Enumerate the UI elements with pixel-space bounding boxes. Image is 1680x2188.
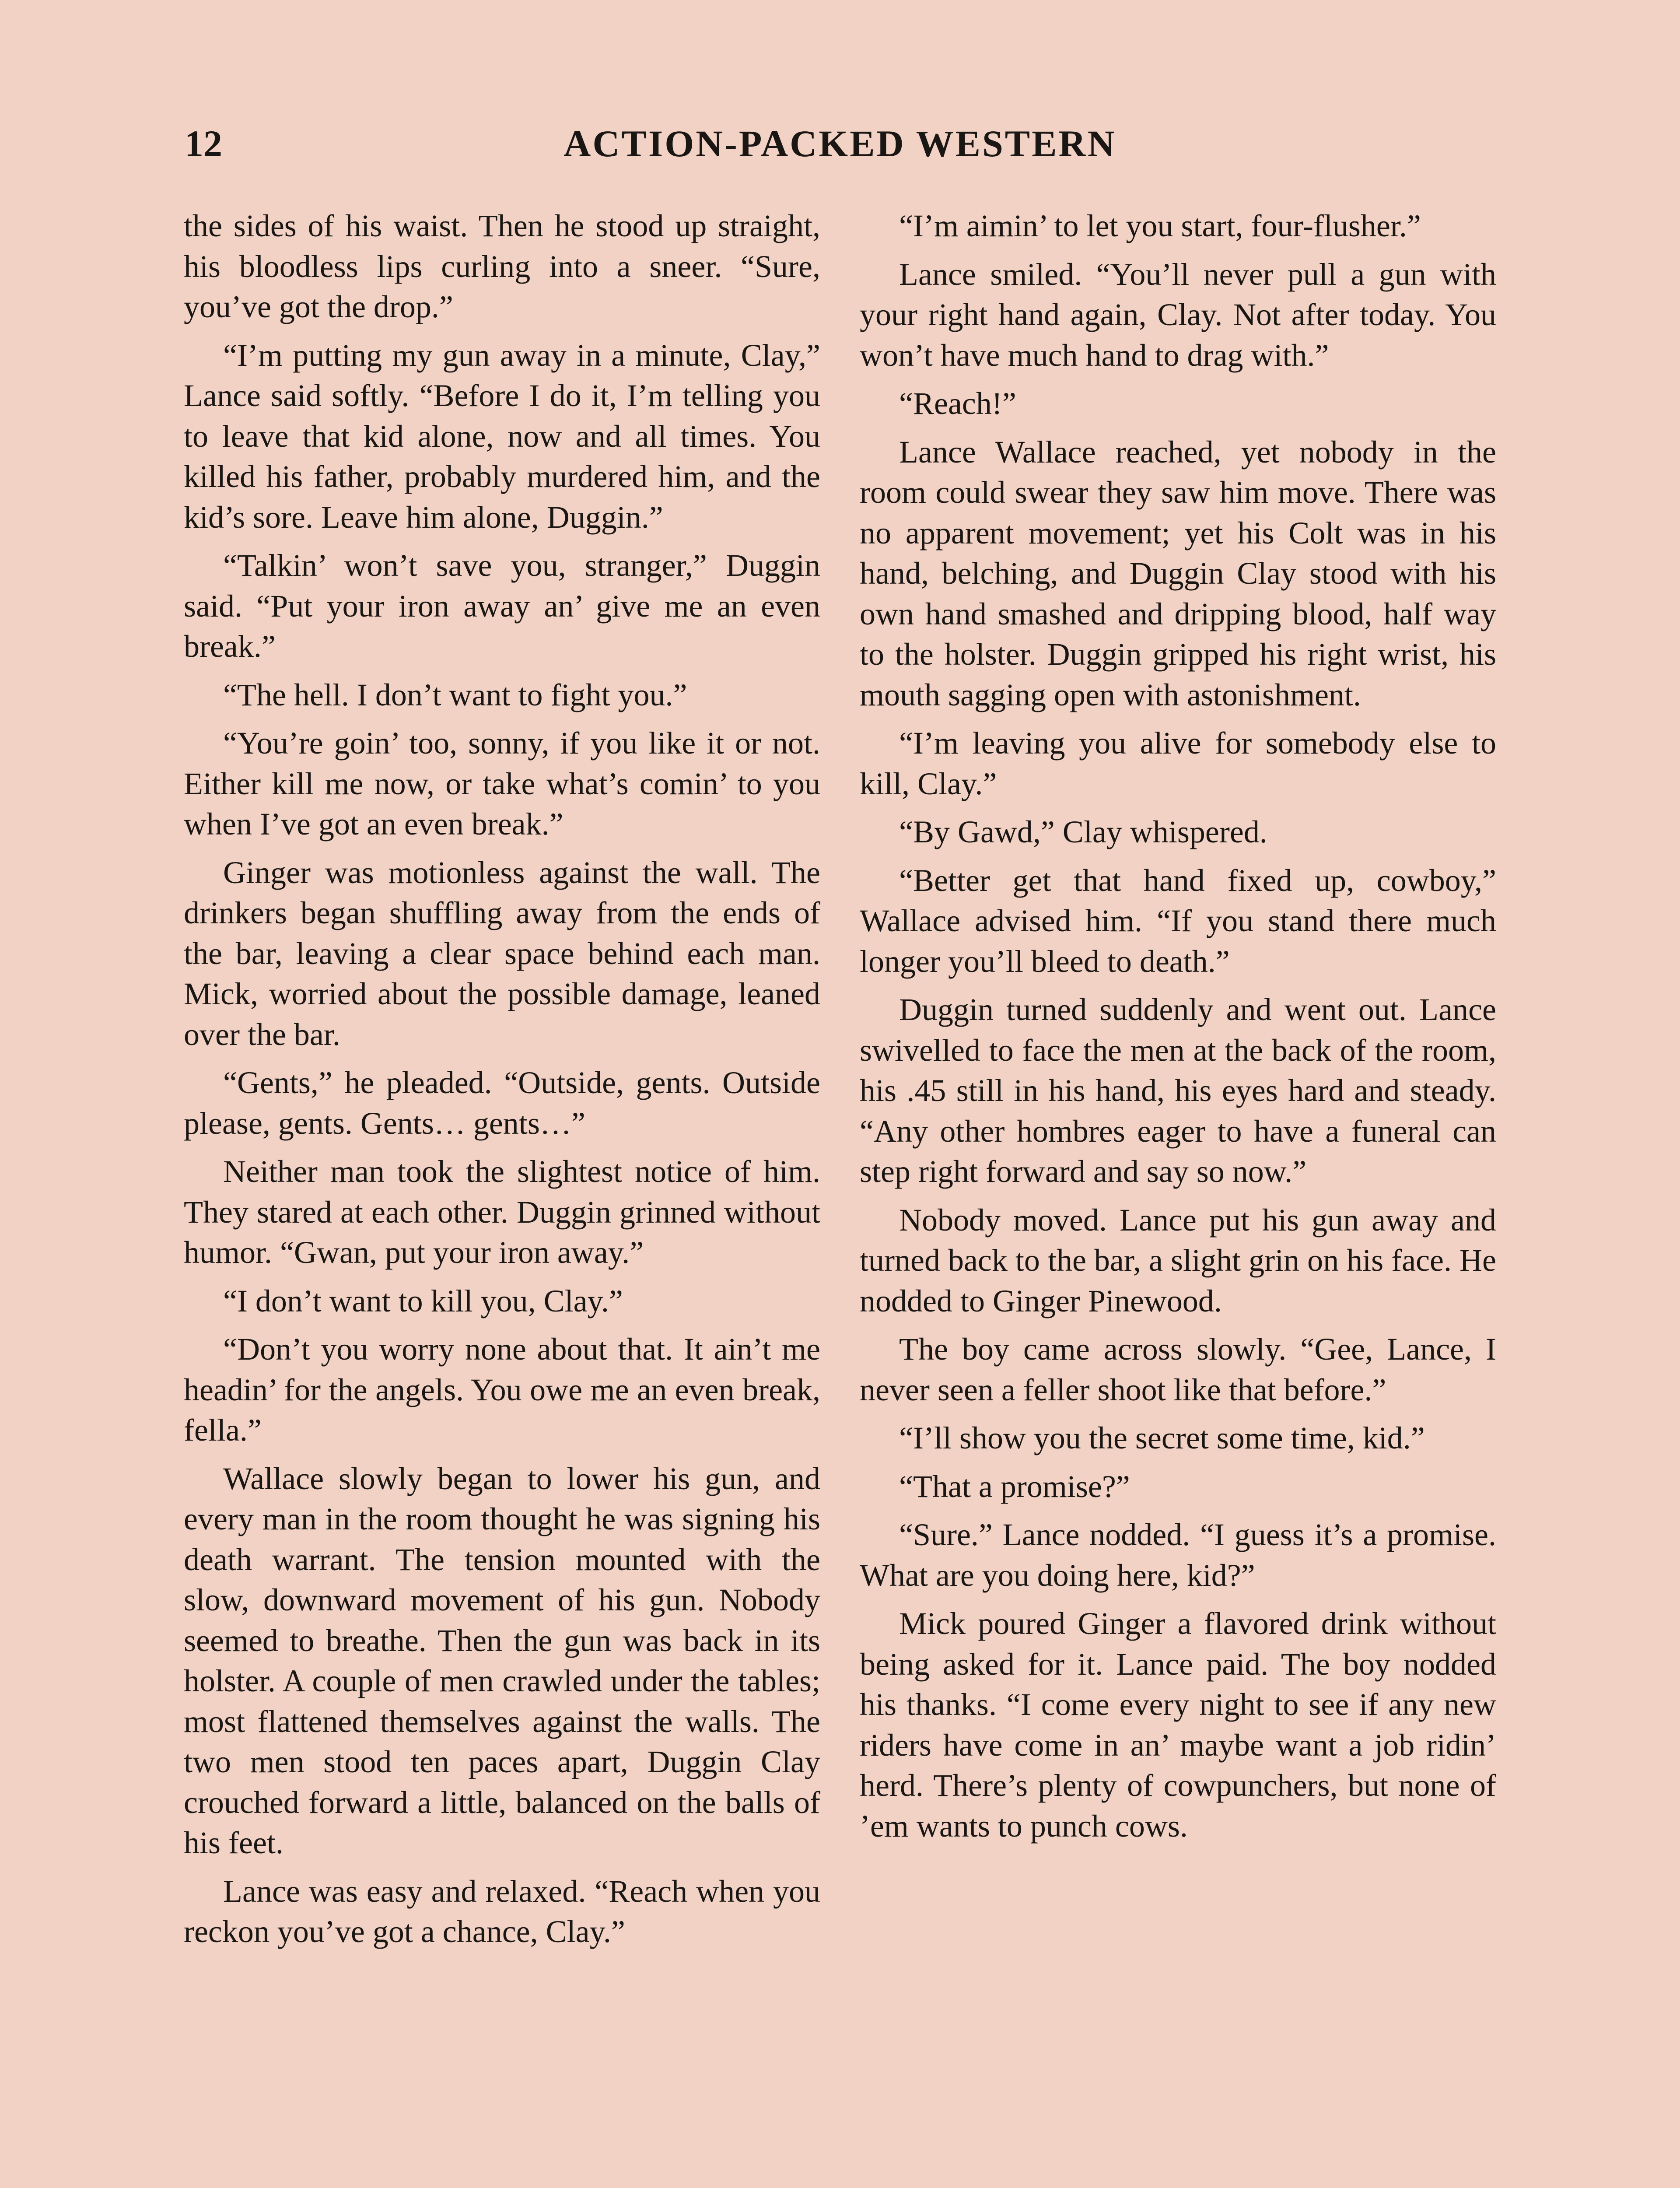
paragraph: “I’m aimin’ to let you start, four-flusher.” xyxy=(899,208,1421,243)
paragraph: “You’re goin’ too, sonny, if you like it or not. Either kill me now, or take what’s comin’ to you when I’ve got an even break.” xyxy=(184,726,820,842)
paragraph: Neither man took the slightest notice of him. They stared at each other. Duggin grinned without humor. “Gwan, put your iron away.” xyxy=(184,1154,820,1270)
paragraph: “Sure.” Lance nodded. “I guess it’s a promise. What are you doing here, kid?” xyxy=(860,1517,1496,1593)
paragraph: Lance smiled. “You’ll never pull a gun with your right hand again, Clay. Not after today. You won’t have much hand to drag with.” xyxy=(860,256,1496,373)
paragraph: “I’m leaving you alive for somebody else to kill, Clay.” xyxy=(860,726,1496,801)
left-column xyxy=(184,206,820,1960)
paragraph: “Reach!” xyxy=(899,386,1016,421)
paragraph: Nobody moved. Lance put his gun away and turned back to the bar, a slight grin on his face. He nodded to Ginger Pinewood. xyxy=(860,1202,1496,1318)
paragraph: “Gents,” he pleaded. “Outside, gents. Outside please, gents. Gents… gents…” xyxy=(184,1065,820,1141)
paragraph: The boy came across slowly. “Gee, Lance, I never seen a feller shoot like that before.” xyxy=(860,1332,1496,1407)
paragraph: Wallace slowly began to lower his gun, and every man in the room thought he was signing his death warrant. The tension mounted with the slow, downward movement of his gun. Nobody seemed to breathe. Then the gun was back in its holster. A couple of men crawled under the tables; most flattened themselves against the walls. The two men stood ten paces apart, Duggin Clay crouched forward a little, balanced on the balls of his feet. xyxy=(184,1461,820,1860)
paragraph: the sides of his waist. Then he stood up straight, his bloodless lips curling into a sneer. “Sure, you’ve got the drop.” xyxy=(184,208,820,324)
paragraph: Ginger was motionless against the wall. The drinkers began shuffling away from the ends of the bar, leaving a clear space behind each man. Mick, worried about the possible damage, leaned over the bar. xyxy=(184,855,820,1052)
running-title: ACTION-PACKED WESTERN xyxy=(564,123,1116,165)
page-header xyxy=(175,117,1505,170)
paragraph: Lance was easy and relaxed. “Reach when you reckon you’ve got a chance, Clay.” xyxy=(184,1873,820,1949)
paragraph: “Better get that hand fixed up, cowboy,” Wallace advised him. “If you stand there much longer you’ll bleed to death.” xyxy=(860,863,1496,979)
paragraph: Lance Wallace reached, yet nobody in the room could swear they saw him move. There was no apparent movement; yet his Colt was in his hand, belching, and Duggin Clay stood with his own hand smashed and dripping blood, half way to the holster. Duggin gripped his right wrist, his mouth sagging open with astonishment. xyxy=(860,434,1496,712)
paragraph: “Don’t you worry none about that. It ain’t me headin’ for the angels. You owe me an even break, fella.” xyxy=(184,1332,820,1448)
paragraph: “I’ll show you the secret some time, kid.” xyxy=(899,1420,1425,1455)
paragraph: “By Gawd,” Clay whispered. xyxy=(899,814,1267,849)
paragraph: Mick poured Ginger a flavored drink without being asked for it. Lance paid. The boy nodded his thanks. “I come every night to see if any new riders have come in an’ maybe want a job ridin’ herd. There’s plenty of cowpunchers, but none of ’em wants to punch cows. xyxy=(860,1606,1496,1844)
paragraph: “That a promise?” xyxy=(899,1469,1130,1504)
paragraph: “I’m putting my gun away in a minute, Clay,” Lance said softly. “Before I do it, I’m telling you to leave that kid alone, now and all times. You killed his father, probably murdered him, and the kid’s sore. Leave him alone, Duggin.” xyxy=(184,337,820,535)
right-column xyxy=(860,206,1496,1854)
paragraph: Duggin turned suddenly and went out. Lance swivelled to face the men at the back of the room, his .45 still in his hand, his eyes hard and steady. “Any other hombres eager to have a funeral can step right forward and say so now.” xyxy=(860,992,1496,1189)
page-number: 12 xyxy=(185,123,222,165)
paragraph: “Talkin’ won’t save you, stranger,” Duggin said. “Put your iron away an’ give me an even break.” xyxy=(184,548,820,664)
paragraph: “I don’t want to kill you, Clay.” xyxy=(223,1283,623,1318)
paragraph: “The hell. I don’t want to fight you.” xyxy=(223,677,687,712)
